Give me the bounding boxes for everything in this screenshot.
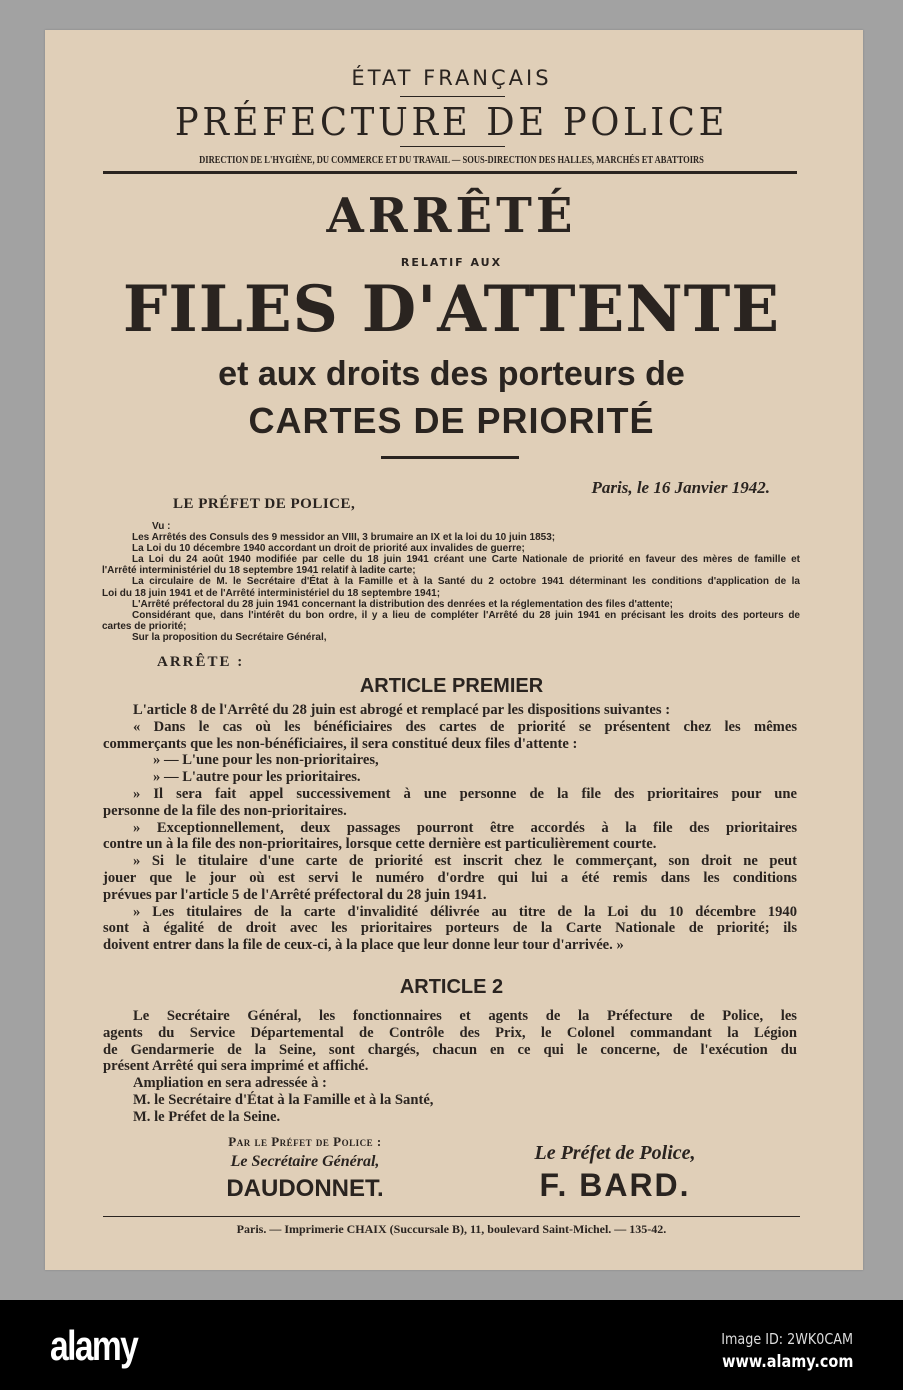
text-line: » — L'autre pour les prioritaires. bbox=[153, 769, 361, 786]
files-attente-title: FILES D'ATTENTE bbox=[122, 272, 781, 347]
text-line: » Il sera fait appel successivement à une personne de la file des prioritaires pour une bbox=[133, 785, 797, 802]
text-line: Considérant que, dans l'intérêt du bon ordre, il y a lieu de compléter l'Arrêté du 28 juin 1941 en précisant les droits des porteurs de bbox=[132, 609, 800, 621]
prefect-signature bbox=[470, 1142, 760, 1204]
article-2-body bbox=[103, 1008, 797, 1126]
text-line: de Gendarmerie de la Seine, sont chargés, chacun en ce qui le concerne, de l'exécution du bbox=[103, 1041, 797, 1058]
text-line: M. le Secrétaire d'État à la Famille et à la Santé, bbox=[133, 1091, 434, 1108]
watermark-bar bbox=[0, 1300, 903, 1390]
text-line: L'Arrêté préfectoral du 28 juin 1941 concernant la distribution des denrées et la réglementation des files d'attente; bbox=[132, 598, 674, 610]
text-line: personne de la file des non-prioritaires. bbox=[103, 802, 347, 819]
secretary-signature bbox=[165, 1134, 445, 1203]
divider bbox=[400, 146, 505, 147]
signature-intro: Par le Préfet de Police : bbox=[228, 1134, 382, 1149]
text-line: prévues par l'article 5 de l'Arrêté préfectoral du 28 juin 1941. bbox=[103, 886, 487, 903]
text-line: M. le Préfet de la Seine. bbox=[133, 1108, 281, 1125]
cartes-priorite-title: CARTES DE PRIORITÉ bbox=[248, 400, 655, 441]
header-rule bbox=[103, 171, 797, 174]
text-line: » Si le titulaire d'une carte de priorité est inscrit chez le commerçant, son droit ne peut bbox=[133, 853, 797, 870]
text-line: Le Secrétaire Général, les fonctionnaires et agents de la Préfecture de Police, les bbox=[133, 1008, 797, 1024]
text-line: doivent entrer dans la file de ceux-ci, à la place que leur donne leur tour d'arrivée. » bbox=[103, 937, 624, 954]
text-line: » — L'une pour les non-prioritaires, bbox=[153, 752, 379, 769]
text-line: » Exceptionnellement, deux passages pourront être accordés à la file des prioritaires bbox=[133, 819, 797, 836]
footer-rule bbox=[103, 1216, 800, 1217]
text-line: présent Arrêté qui sera imprimé et affiché. bbox=[103, 1058, 369, 1075]
prefect-name: F. BARD. bbox=[539, 1167, 691, 1203]
image-id: Image ID: 2WK0CAM bbox=[721, 1330, 853, 1348]
article-2-heading: ARTICLE 2 bbox=[399, 976, 504, 998]
text-line: commerçants que les non-bénéficiaires, il sera constitué deux files d'attente : bbox=[103, 735, 578, 752]
text-line: Vu : bbox=[152, 521, 171, 532]
divider bbox=[400, 96, 505, 97]
printer-line: Paris. — Imprimerie CHAIX (Succursale B), 11, boulevard Saint-Michel. — 135-42. bbox=[236, 1222, 667, 1236]
watermark-url: www.alamy.com bbox=[721, 1352, 853, 1372]
arrete-title: ARRÊTÉ bbox=[326, 188, 577, 244]
text-line: Les Arrêtés des Consuls des 9 messidor an VIII, 3 brumaire an IX et la loi du 10 juin 1853; bbox=[132, 532, 556, 544]
date-line: Paris, le 16 Janvier 1942. bbox=[591, 478, 770, 497]
text-line: contre un à la file des non-prioritaires, lorsque cette dernière est particulièrement courte. bbox=[103, 836, 657, 853]
alamy-logo: alamy bbox=[50, 1322, 138, 1369]
text-line: La Loi du 10 décembre 1940 accordant un droit de priorité aux invalides de guerre; bbox=[132, 543, 525, 555]
subtitle: et aux droits des porteurs de bbox=[218, 355, 685, 393]
prefect-title: Le Préfet de Police, bbox=[534, 1142, 696, 1164]
text-line: sont à égalité de droit avec les prioritaires porteurs de la Carte Nationale de priorité; ils bbox=[103, 920, 797, 937]
secretary-title: Le Secrétaire Général, bbox=[230, 1153, 380, 1170]
title-rule bbox=[381, 456, 519, 459]
text-line: Ampliation en sera adressée à : bbox=[133, 1075, 327, 1092]
text-line: l'Arrêté interministériel du 18 septembre 1941 relatif à ladite carte; bbox=[102, 565, 416, 577]
secretary-name: DAUDONNET. bbox=[226, 1175, 384, 1202]
text-line: agents du Service Départemental de Contrôle des Prix, le Colonel commandant la Légion bbox=[103, 1024, 797, 1041]
state-heading: ÉTAT FRANÇAIS bbox=[351, 66, 552, 90]
text-line: jouer que le jour où est servi le numéro d'ordre qui lui a été remis dans les conditions bbox=[103, 869, 797, 886]
arrete-label: ARRÊTE : bbox=[157, 654, 245, 670]
article-premier-heading: ARTICLE PREMIER bbox=[359, 675, 544, 697]
text-line: La Loi du 24 août 1940 modifiée par celle du 18 juin 1941 créant une Carte Nationale de priorité en faveur des mères de famille et bbox=[132, 554, 800, 566]
text-line: Sur la proposition du Secrétaire Général, bbox=[132, 631, 327, 643]
text-line: Loi du 18 juin 1941 et de l'Arrêté interministériel du 18 septembre 1941; bbox=[102, 587, 441, 599]
text-line: « Dans le cas où les bénéficiaires des cartes de priorité se présentent chez les mêmes bbox=[133, 718, 797, 735]
prefet-heading: LE PRÉFET DE POLICE, bbox=[173, 496, 356, 512]
text-line: » Les titulaires de la carte d'invalidité délivrée au titre de la Loi du 10 décembre 1940 bbox=[133, 903, 797, 920]
text-line: L'article 8 de l'Arrêté du 28 juin est abrogé et remplacé par les dispositions suivantes : bbox=[133, 702, 671, 718]
prefecture-heading: PRÉFECTURE DE POLICE bbox=[174, 100, 729, 144]
relatif-label: RELATIF AUX bbox=[400, 256, 503, 269]
article-premier-body bbox=[103, 702, 797, 954]
considerations-block bbox=[102, 521, 800, 643]
text-line: cartes de priorité; bbox=[102, 620, 187, 632]
direction-line: DIRECTION DE L'HYGIÈNE, DU COMMERCE ET DU TRAVAIL — SOUS-DIRECTION DES HALLES, MARCHÉS ET ABATTOIRS bbox=[199, 155, 704, 166]
text-line: La circulaire de M. le Secrétaire d'État à la Famille et à la Santé du 2 octobre 1941 déterminant les conditions d'application de la bbox=[132, 576, 800, 588]
